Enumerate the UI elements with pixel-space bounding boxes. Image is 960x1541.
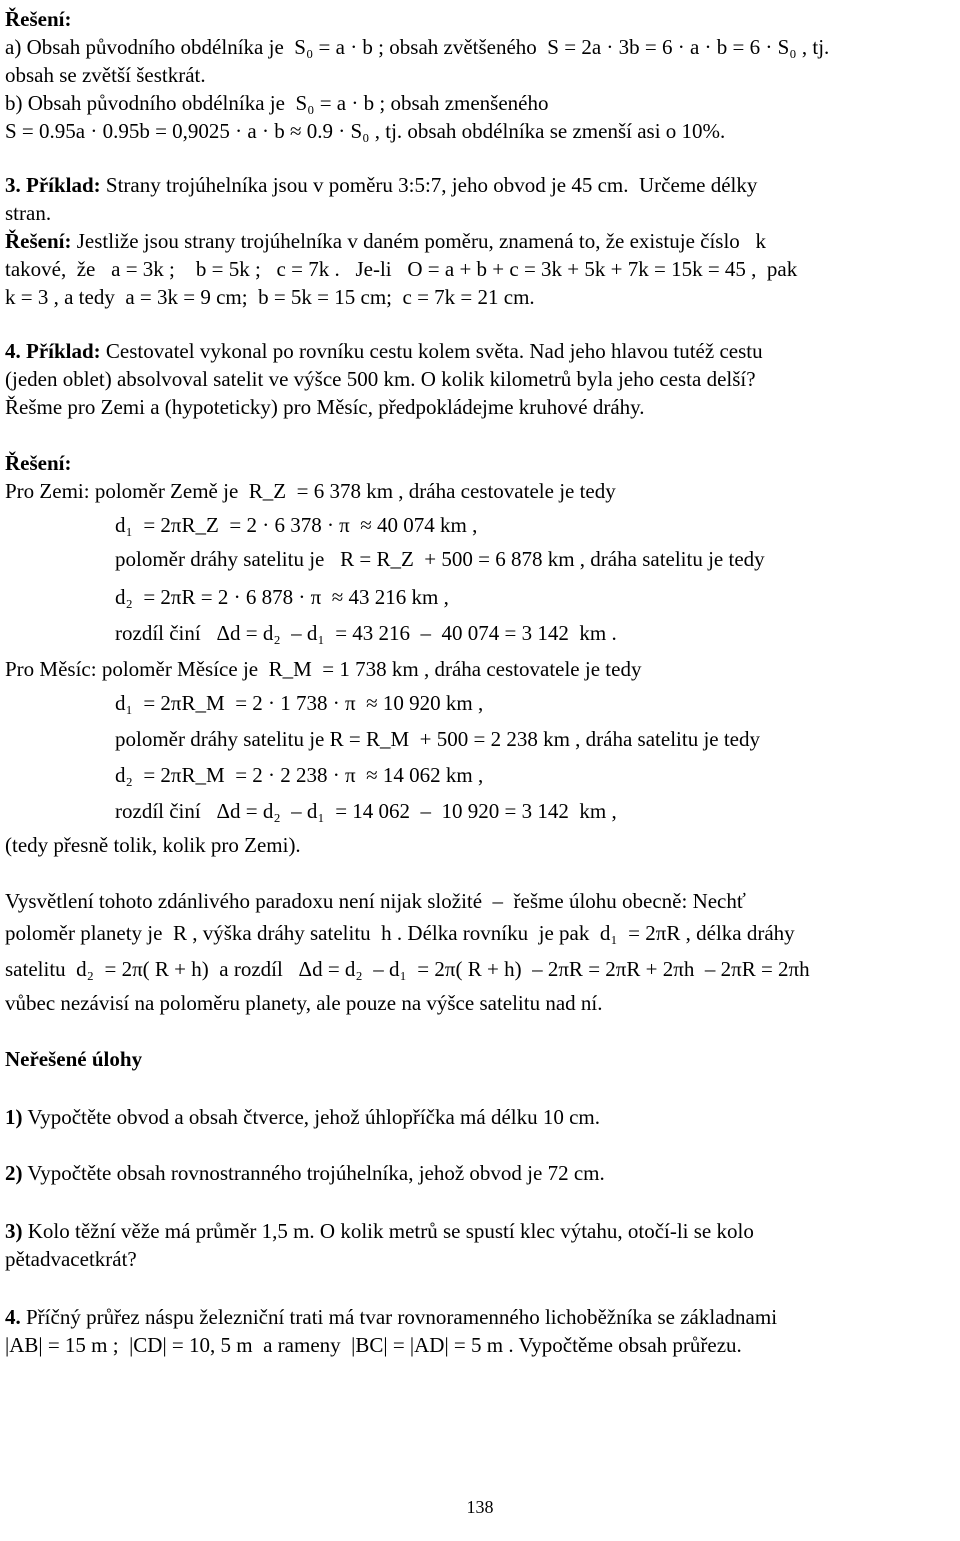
line-text: rozdíl činí Δd = d₂ – d₁ = 14 062 – 10 920 = 3 142 km , xyxy=(115,799,617,823)
text-line xyxy=(5,394,645,420)
text-line xyxy=(5,1104,600,1130)
text-line xyxy=(5,478,616,504)
text-line xyxy=(5,450,72,476)
line-text: a) Obsah původního obdélníka je S₀ = a · b ; obsah zvětšeného S = 2a · 3b = 6 · a · b = 6 · S₀ , tj. xyxy=(5,35,830,59)
text-line xyxy=(5,956,810,982)
bold-lead: 1) xyxy=(5,1105,23,1129)
line-text: Řešme pro Zemi a (hypoteticky) pro Měsíc, předpokládejme kruhové dráhy. xyxy=(5,395,645,419)
line-text: Pro Zemi: poloměr Země je R_Z = 6 378 km , dráha cestovatele je tedy xyxy=(5,479,616,503)
line-text: Neřešené úlohy xyxy=(5,1047,143,1071)
line-text: satelitu d₂ = 2π( R + h) a rozdíl Δd = d₂ – d₁ = 2π( R + h) – 2πR = 2πR + 2πh – 2πR = 2πh xyxy=(5,957,810,981)
text-line xyxy=(5,256,797,282)
line-text: poloměr planety je R , výška dráhy satelitu h . Délka rovníku je pak d₁ = 2πR , délka dráhy xyxy=(5,921,795,945)
text-line xyxy=(115,512,477,538)
line-text: |AB| = 15 m ; |CD| = 10, 5 m a rameny |BC| = |AD| = 5 m . Vypočtěme obsah průřezu. xyxy=(5,1333,742,1357)
text-line xyxy=(5,200,51,226)
line-text: k = 3 , a tedy a = 3k = 9 cm; b = 5k = 15 cm; c = 7k = 21 cm. xyxy=(5,285,535,309)
text-line xyxy=(5,1046,142,1072)
text-line xyxy=(115,798,617,824)
text-line xyxy=(5,920,795,946)
text-line xyxy=(5,34,829,60)
line-text: (tedy přesně tolik, kolik pro Zemi). xyxy=(5,833,301,857)
line-text: Vypočtěte obsah rovnostranného trojúhelníka, jehož obvod je 72 cm. xyxy=(22,1161,605,1185)
text-line xyxy=(5,1160,605,1186)
line-text: d₁ = 2πR_Z = 2 · 6 378 · π ≈ 40 074 km , xyxy=(115,513,478,537)
text-line xyxy=(5,832,301,858)
line-text: (jeden oblet) absolvoval satelit ve výšce 500 km. O kolik kilometrů byla jeho cesta delší? xyxy=(5,367,756,391)
text-line xyxy=(115,584,449,610)
text-line xyxy=(5,90,548,116)
text-line xyxy=(5,888,746,914)
line-text: Cestovatel vykonal po rovníku cestu kolem světa. Nad jeho hlavou tutéž cestu xyxy=(100,339,763,363)
text-line xyxy=(115,726,760,752)
line-text: obsah se zvětší šestkrát. xyxy=(5,63,206,87)
text-line xyxy=(5,1304,777,1330)
line-text: Příčný průřez náspu železniční trati má tvar rovnoramenného lichoběžníka se základnami xyxy=(20,1305,778,1329)
text-line xyxy=(5,990,603,1016)
text-line xyxy=(5,656,641,682)
line-text: Strany trojúhelníka jsou v poměru 3:5:7, jeho obvod je 45 cm. Určeme délky xyxy=(100,173,758,197)
text-line xyxy=(115,690,483,716)
text-line xyxy=(5,228,766,254)
text-line xyxy=(5,1246,137,1272)
text-line xyxy=(5,62,206,88)
text-line xyxy=(115,620,617,646)
line-text: b) Obsah původního obdélníka je S₀ = a · b ; obsah zmenšeného xyxy=(5,91,549,115)
line-text: pětadvacetkrát? xyxy=(5,1247,137,1271)
text-line xyxy=(5,284,535,310)
line-text: Řešení: xyxy=(5,7,72,31)
line-text: Vysvětlení tohoto zdánlivého paradoxu není nijak složité – řešme úlohu obecně: Nechť xyxy=(5,889,746,913)
text-line xyxy=(115,546,765,572)
bold-lead: 3) xyxy=(5,1219,23,1243)
line-text: d₂ = 2πR = 2 · 6 878 · π ≈ 43 216 km , xyxy=(115,585,449,609)
line-text: takové, že a = 3k ; b = 5k ; c = 7k . Je-li O = a + b + c = 3k + 5k + 7k = 15k = 45 , pak xyxy=(5,257,798,281)
text-line xyxy=(5,366,756,392)
line-text: vůbec nezávisí na poloměru planety, ale pouze na výšce satelitu nad ní. xyxy=(5,991,603,1015)
bold-lead: 4. Příklad: xyxy=(5,339,101,363)
line-text: poloměr dráhy satelitu je R = R_Z + 500 = 6 878 km , dráha satelitu je tedy xyxy=(115,547,765,571)
text-line xyxy=(5,118,725,144)
text-line xyxy=(5,1218,754,1244)
bold-lead: 4. xyxy=(5,1305,21,1329)
line-text: stran. xyxy=(5,201,52,225)
text-line xyxy=(5,6,72,32)
text-line xyxy=(115,762,483,788)
line-text: d₁ = 2πR_M = 2 · 1 738 · π ≈ 10 920 km , xyxy=(115,691,484,715)
line-text: Jestliže jsou strany trojúhelníka v daném poměru, znamená to, že existuje číslo k xyxy=(71,229,767,253)
line-text: poloměr dráhy satelitu je R = R_M + 500 = 2 238 km , dráha satelitu je tedy xyxy=(115,727,761,751)
text-line xyxy=(5,172,757,198)
bold-lead: 2) xyxy=(5,1161,23,1185)
line-text: Kolo těžní věže má průměr 1,5 m. O kolik metrů se spustí klec výtahu, otočí-li se kolo xyxy=(22,1219,754,1243)
line-text: Pro Měsíc: poloměr Měsíce je R_M = 1 738 km , dráha cestovatele je tedy xyxy=(5,657,642,681)
line-text: S = 0.95a · 0.95b = 0,9025 · a · b ≈ 0.9 · S₀ , tj. obsah obdélníka se zmenší asi o 10%. xyxy=(5,119,726,143)
line-text: Řešení: xyxy=(5,451,72,475)
bold-lead: 3. Příklad: xyxy=(5,173,101,197)
text-line xyxy=(5,338,763,364)
text-line xyxy=(5,1332,742,1358)
bold-lead: Řešení: xyxy=(5,229,72,253)
line-text: d₂ = 2πR_M = 2 · 2 238 · π ≈ 14 062 km , xyxy=(115,763,484,787)
line-text: Vypočtěte obvod a obsah čtverce, jehož úhlopříčka má délku 10 cm. xyxy=(22,1105,601,1129)
line-text: rozdíl činí Δd = d₂ – d₁ = 43 216 – 40 074 = 3 142 km . xyxy=(115,621,617,645)
page-number: 138 xyxy=(466,1497,494,1517)
